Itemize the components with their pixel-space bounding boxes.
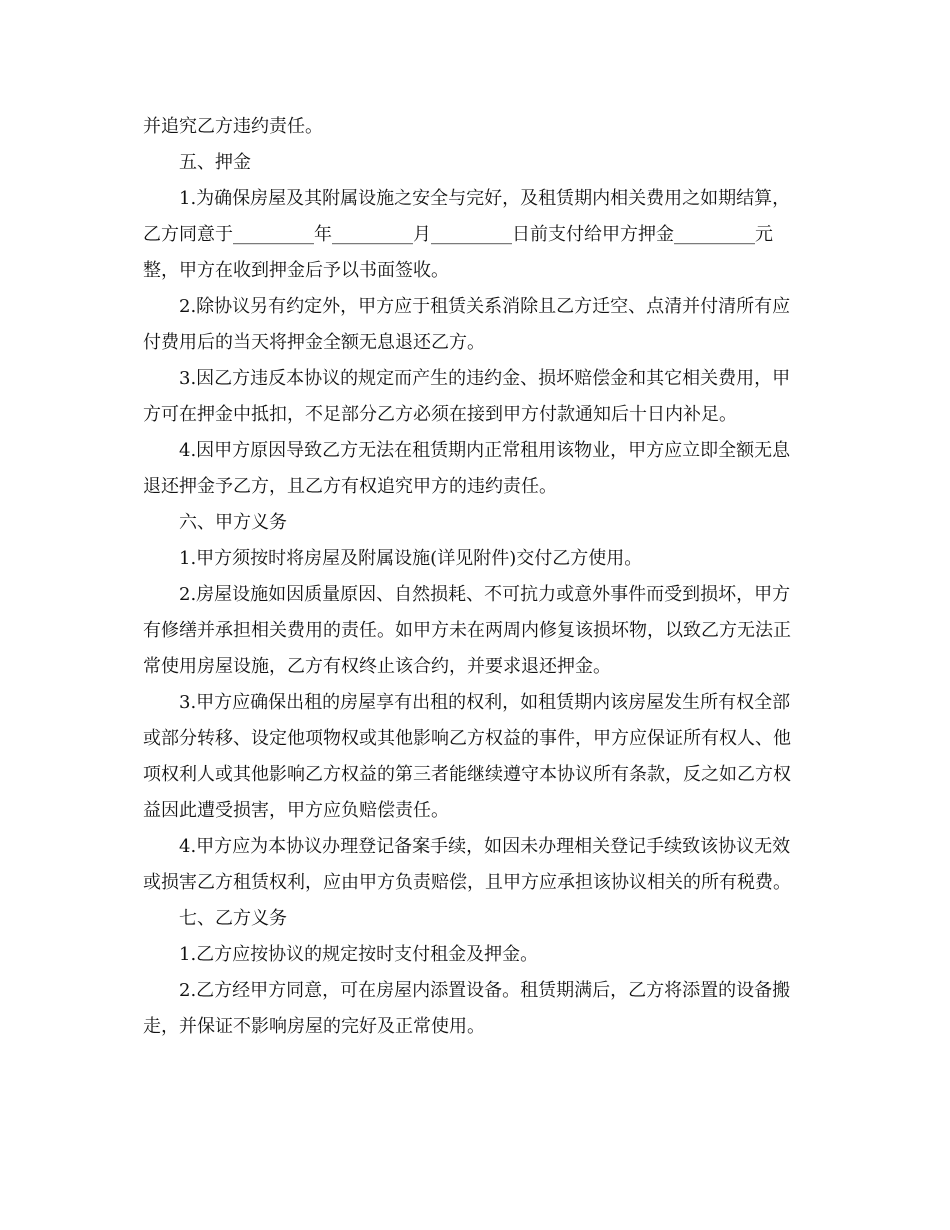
section-heading: 七、乙方义务 xyxy=(179,908,287,929)
paragraph: 2.房屋设施如因质量原因、自然损耗、不可抗力或意外事件而受到损坏，甲方有修缮并承担相关费用的责任。如甲方未在两周内修复该损坏物，以致乙方无法正常使用房屋设施，乙方有权终止该合约，并要求退还押金。 xyxy=(143,584,791,677)
paragraph: 4.甲方应为本协议办理登记备案手续，如因未办理相关登记手续致该协议无效或损害乙方租赁权利，应由甲方负责赔偿，且甲方应承担该协议相关的所有税费。 xyxy=(143,836,791,893)
paragraph: 2.乙方经甲方同意，可在房屋内添置设备。租赁期满后，乙方将添置的设备搬走，并保证不影响房屋的完好及正常使用。 xyxy=(143,980,791,1037)
section-heading: 六、甲方义务 xyxy=(179,512,287,533)
paragraph: 3.甲方应确保出租的房屋享有出租的权利，如租赁期内该房屋发生所有权全部或部分转移、设定他项物权或其他影响乙方权益的事件，甲方应保证所有权人、他项权利人或其他影响乙方权益的第三者能继续遵守本协议所有条款，反之如乙方权益因此遭受损害，甲方应负赔偿责任。 xyxy=(143,692,791,821)
paragraph: 2.除协议另有约定外，甲方应于租赁关系消除且乙方迁空、点清并付清所有应付费用后的当天将押金全额无息退还乙方。 xyxy=(143,296,791,353)
paragraph: 1.为确保房屋及其附属设施之安全与完好，及租赁期内相关费用之如期结算，乙方同意于_________年_________月_________日前支付给甲方押金_________元整，甲方在收到押金后予以书面签收。 xyxy=(143,188,791,281)
paragraph: 1.甲方须按时将房屋及附属设施(详见附件)交付乙方使用。 xyxy=(179,548,643,569)
paragraph: 并追究乙方违约责任。 xyxy=(143,116,323,137)
paragraph: 1.乙方应按协议的规定按时支付租金及押金。 xyxy=(179,944,539,965)
document-body xyxy=(143,109,807,1045)
paragraph: 3.因乙方违反本协议的规定而产生的违约金、损坏赔偿金和其它相关费用，甲方可在押金中抵扣，不足部分乙方必须在接到甲方付款通知后十日内补足。 xyxy=(143,368,791,425)
section-heading: 五、押金 xyxy=(179,152,251,173)
paragraph: 4.因甲方原因导致乙方无法在租赁期内正常租用该物业，甲方应立即全额无息退还押金予乙方，且乙方有权追究甲方的违约责任。 xyxy=(143,440,791,497)
